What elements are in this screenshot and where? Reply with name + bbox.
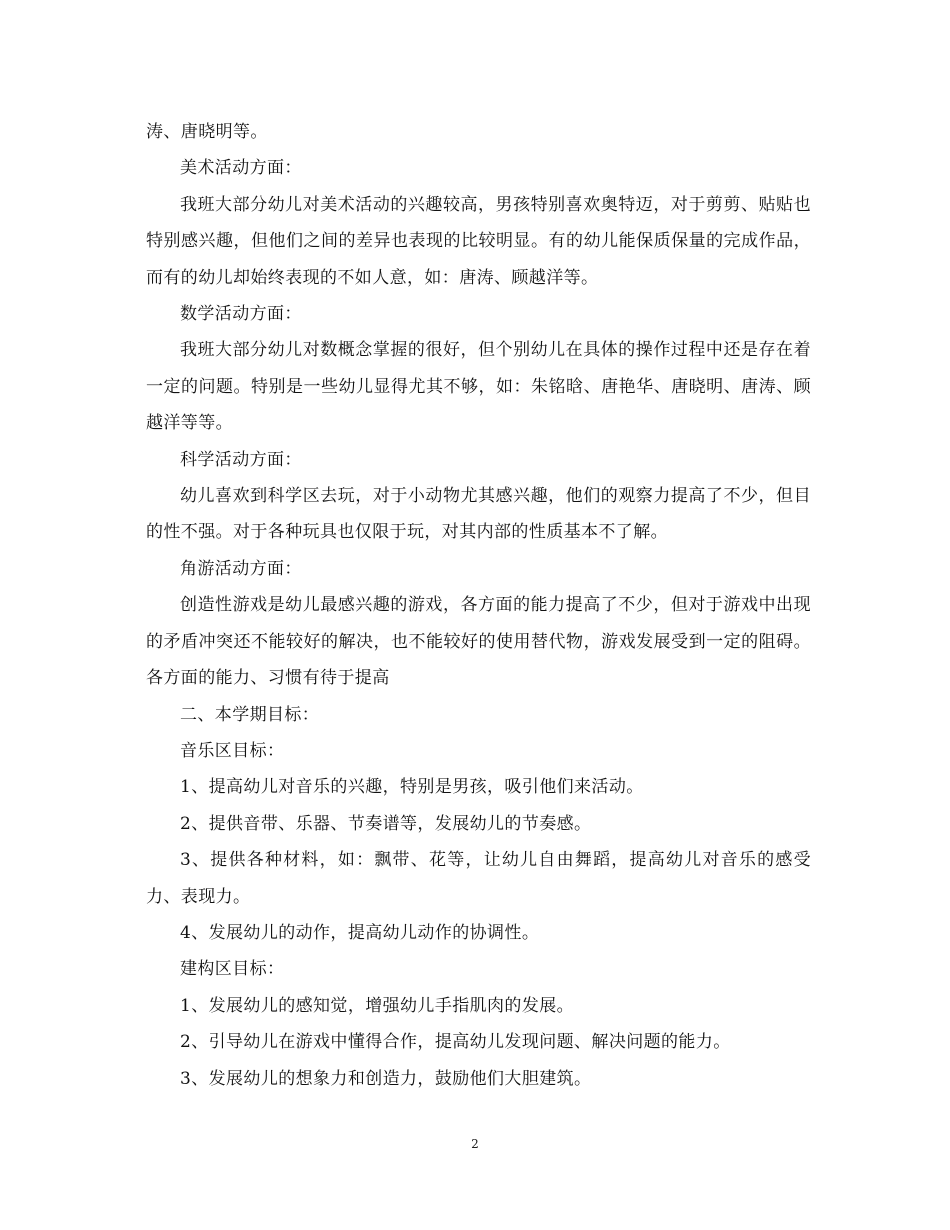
music-goal-item: 1、提高幼儿对音乐的兴趣，特别是男孩，吸引他们来活动。 [180,777,644,798]
music-goal-item: 2、提供音带、乐器、节奏谱等，发展幼儿的节奏感。 [180,813,592,834]
music-goal-item: 4、发展幼儿的动作，提高幼儿动作的协调性。 [180,922,540,943]
heading-construction-area-goals: 建构区目标： [180,959,285,980]
construction-goal-item: 1、发展幼儿的感知觉，增强幼儿手指肌肉的发展。 [180,995,575,1016]
paragraph-role-play-activities: 创造性游戏是幼儿最感兴趣的游戏，各方面的能力提高了不少，但对于游戏中出现的矛盾冲突还不能较好的解决，也不能较好的使用替代物，游戏发展受到一定的阻碍。各方面的能力、习惯有待于提高 [146,595,811,689]
heading-art-activities: 美术活动方面： [180,158,302,179]
paragraph-math-activities: 我班大部分幼儿对数概念掌握的很好，但个别幼儿在具体的操作过程中还是存在着一定的问题。特别是一些幼儿显得尤其不够，如：朱铭晗、唐艳华、唐晓明、唐涛、顾越洋等等。 [146,340,811,434]
paragraph-art-activities: 我班大部分幼儿对美术活动的兴趣较高，男孩特别喜欢奥特迈，对于剪剪、贴贴也特别感兴趣，但他们之间的差异也表现的比较明显。有的幼儿能保质保量的完成作品，而有的幼儿却始终表现的不如人意，如：唐涛、顾越洋等。 [146,194,811,288]
heading-music-area-goals: 音乐区目标： [180,740,285,761]
heading-semester-goals: 二、本学期目标： [180,704,320,725]
paragraph-science-activities: 幼儿喜欢到科学区去玩，对于小动物尤其感兴趣，他们的观察力提高了不少，但目的性不强。对于各种玩具也仅限于玩，对其内部的性质基本不了解。 [146,486,811,543]
construction-goal-item: 2、引导幼儿在游戏中懂得合作，提高幼儿发现问题、解决问题的能力。 [180,1032,731,1053]
paragraph-continuation: 涛、唐晓明等。 [146,122,268,142]
page-number: 2 [471,1137,479,1151]
heading-math-activities: 数学活动方面： [180,304,302,325]
document-body [146,114,811,1097]
heading-role-play-activities: 角游活动方面： [180,558,302,579]
music-goal-item: 3、提供各种材料，如：飘带、花等，让幼儿自由舞蹈，提高幼儿对音乐的感受力、表现力。 [146,850,811,907]
construction-goal-item: 3、发展幼儿的想象力和创造力，鼓励他们大胆建筑。 [180,1068,592,1089]
heading-science-activities: 科学活动方面： [180,449,302,470]
